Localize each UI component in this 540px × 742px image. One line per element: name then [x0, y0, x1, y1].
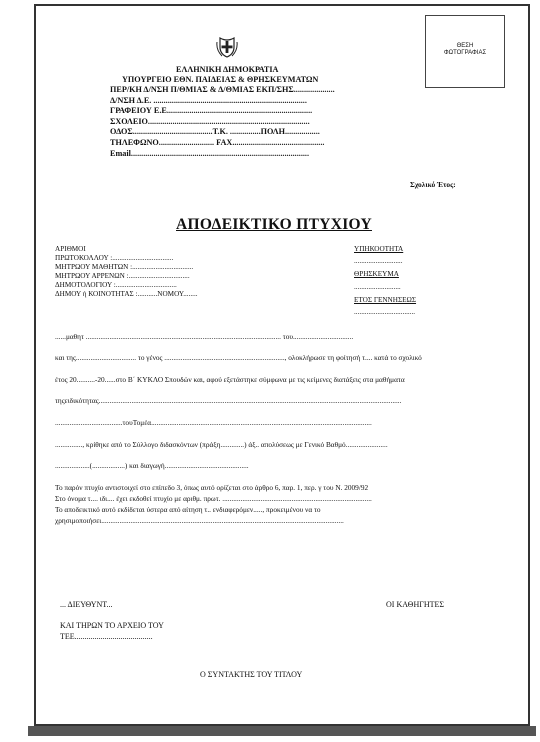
scan-bottom-edge — [28, 726, 536, 736]
field-religion: ΘΡΗΣΚΕΥΜΑ — [354, 270, 399, 278]
header-line-directorate: Δ/ΝΣΗ Δ.Ε. ........................................................................... — [110, 96, 307, 105]
field-municipality: ΔΗΜΟΥ ή ΚΟΙΝΟΤΗΤΑΣ :...........ΝΟΜΟΥ........ — [55, 290, 198, 298]
photo-label-1: ΘΕΣΗ — [456, 43, 474, 49]
body-line-use: χρησιμοποιήσει..................................................................................................................................... — [55, 516, 344, 525]
body-line-parents: και της................................. το γένος .................................................................., ολοκλήρωσε τη φοίτησή τ.... κατά το σχολικό — [55, 353, 422, 362]
header-line-office: ΓΡΑΦΕΙΟΥ Ε.Ε....................................................................... — [110, 106, 313, 115]
body-line-year: έτος 20..........-20......στο Β΄ ΚΥΚΛΟ Σπουδών και, αφού εξετάστηκε σύμφωνα με τις κείμενες διατάξεις στα μαθήματα — [55, 375, 405, 384]
body-line-level: Το παρόν πτυχίο αντιστοιχεί στο επίπεδο 3, όπως αυτό ορίζεται στο άρθρο 6, παρ. 1, περ. γ του Ν. 2009/92 — [55, 483, 369, 492]
document-title: ΑΠΟΔΕΙΚΤΙΚΟ ΠΤΥΧΙΟΥ — [176, 216, 372, 233]
signature-director: ... ΔΙΕΥΘΥΝΤ... — [60, 600, 113, 609]
body-line-student: ......μαθητ ........................................................................................................... του................................. — [55, 332, 354, 341]
archive-school-label: ΤΕΕ....................................... — [60, 632, 153, 641]
signature-teachers: ΟΙ ΚΑΘΗΓΗΤΕΣ — [386, 600, 445, 609]
body-line-grade: ..............., κρίθηκε από το Σύλλογο διδασκόντων (πράξη.............) άξ.. απολύσεως με Γενικό Βαθμό....................... — [55, 440, 388, 449]
field-religion-value: .......................... — [354, 283, 401, 291]
field-numbers: ΑΡΙΘΜΟΙ — [55, 245, 86, 253]
field-male-registry: ΜΗΤΡΩΟΥ ΑΡΡΕΝΩΝ :.................................. — [55, 272, 190, 280]
school-year-label: Σχολικό Έτος: — [410, 180, 456, 189]
header-line-email: Email....................................................................................... — [110, 149, 310, 158]
header-ministry: ΥΠΟΥΡΓΕΙΟ ΕΘΝ. ΠΑΙΔΕΙΑΣ & ΘΡΗΣΚΕΥΜΑΤΩΝ — [122, 75, 319, 84]
header-line-address: ΟΔΟΣ.......................................Τ.Κ. ...............ΠΟΛΗ................. — [110, 127, 320, 136]
header-line-phone: ΤΗΛΕΦΩΝΟ........................... FAX............................................. — [110, 138, 325, 147]
photo-placeholder-box — [425, 15, 505, 88]
body-line-issued: Στο όνομα τ.... ιδι.... έχει εκδοθεί πτυχίο με αριθμ. πρωτ. .................................................................................. — [55, 494, 372, 503]
body-line-request: Το αποδεικτικό αυτό εκδίδεται ύστερα από αίτηση τ.. ενδιαφερόμεν....., προκειμένου να το — [55, 505, 321, 514]
signature-author: Ο ΣΥΝΤΑΚΤΗΣ ΤΟΥ ΤΙΤΛΟΥ — [200, 670, 303, 679]
header-line-school: ΣΧΟΛΕΙΟ............................................................................... — [110, 117, 310, 126]
field-protocol: ΠΡΩΤΟΚΟΛΛΟΥ :.................................. — [55, 254, 174, 262]
field-birth-year-value: .................................. — [354, 308, 416, 316]
field-birth-year: ΕΤΟΣ ΓΕΝΝΗΣΕΩΣ — [354, 296, 417, 304]
archive-keeper-label: ΚΑΙ ΤΗΡΩΝ ΤΟ ΑΡΧΕΙΟ ΤΟΥ — [60, 621, 164, 630]
body-line-sector: .....................................τουΤομέα......................................................................................................................... — [55, 418, 372, 427]
header-republic: ΕΛΛΗΝΙΚΗ ΔΗΜΟΚΡΑΤΙΑ — [176, 65, 279, 74]
header-line-region: ΠΕΡ/ΚΗ Δ/ΝΣΗ Π/ΘΜΙΑΣ & Δ/ΘΜΙΑΣ ΕΚΠ/ΣΗΣ.................... — [110, 85, 335, 94]
field-citizenship: ΥΠΗΚΟΟΤΗΤΑ — [354, 245, 404, 253]
body-line-specialty: τηςειδικότητας...................................................................................................................................................................... — [55, 396, 402, 405]
greek-state-emblem-icon — [216, 36, 238, 58]
field-citizenship-value: ........................... — [354, 257, 403, 265]
body-line-conduct: ...................(..................) και διαγωγή.............................................. — [55, 461, 249, 470]
photo-label-2: ΦΩΤΟΓΡΑΦΙΑΣ — [443, 50, 487, 56]
field-student-registry: ΜΗΤΡΩΟΥ ΜΑΘΗΤΩΝ :.................................. — [55, 263, 194, 271]
field-municipal-registry: ΔΗΜΟΤΟΛΟΓΙΟΥ :.................................. — [55, 281, 177, 289]
